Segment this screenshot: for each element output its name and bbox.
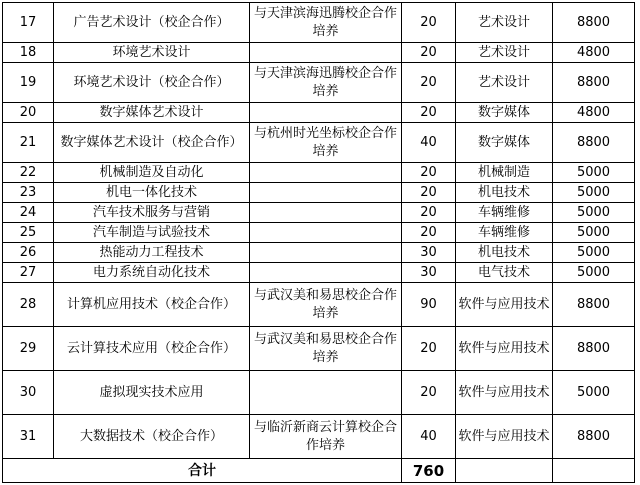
table-row [3,43,635,63]
category: 数字媒体 [456,123,553,163]
plan-count: 20 [402,203,456,223]
plan-count: 20 [402,163,456,183]
table-body [3,3,635,483]
major-name: 数字媒体艺术设计 [54,103,250,123]
total-plan: 760 [402,459,456,483]
cooperation-note: 与武汉美和易思校企合作培养 [250,327,402,371]
cooperation-note [250,103,402,123]
cooperation-note: 与临沂新商云计算校企合作培养 [250,415,402,459]
tuition-fee: 5000 [553,263,635,283]
total-empty-cell [553,459,635,483]
row-number: 28 [3,283,54,327]
cooperation-note: 与天津滨海迅腾校企合作培养 [250,3,402,43]
table-row [3,63,635,103]
tuition-fee: 5000 [553,223,635,243]
tuition-fee: 5000 [553,243,635,263]
plan-count: 20 [402,371,456,415]
major-name: 云计算技术应用（校企合作） [54,327,250,371]
tuition-fee: 8800 [553,283,635,327]
category: 软件与应用技术 [456,327,553,371]
table-row [3,163,635,183]
plan-count: 90 [402,283,456,327]
enrollment-plan-table [2,2,635,483]
tuition-fee: 8800 [553,415,635,459]
major-name: 计算机应用技术（校企合作） [54,283,250,327]
row-number: 21 [3,123,54,163]
major-name: 虚拟现实技术应用 [54,371,250,415]
row-number: 24 [3,203,54,223]
cooperation-note: 与天津滨海迅腾校企合作培养 [250,63,402,103]
plan-count: 40 [402,415,456,459]
cooperation-note [250,371,402,415]
plan-count: 20 [402,63,456,103]
tuition-fee: 4800 [553,103,635,123]
table-row [3,415,635,459]
tuition-fee: 5000 [553,371,635,415]
plan-count: 20 [402,183,456,203]
row-number: 18 [3,43,54,63]
cooperation-note [250,263,402,283]
total-row [3,459,635,483]
table-row [3,203,635,223]
total-label: 合计 [3,459,402,483]
row-number: 26 [3,243,54,263]
major-name: 环境艺术设计（校企合作） [54,63,250,103]
category: 艺术设计 [456,63,553,103]
category: 机械制造 [456,163,553,183]
tuition-fee: 5000 [553,203,635,223]
category: 机电技术 [456,183,553,203]
plan-count: 20 [402,103,456,123]
major-name: 电力系统自动化技术 [54,263,250,283]
category: 软件与应用技术 [456,283,553,327]
plan-count: 20 [402,3,456,43]
plan-count: 30 [402,263,456,283]
row-number: 30 [3,371,54,415]
plan-count: 20 [402,327,456,371]
table-row [3,327,635,371]
table-row [3,123,635,163]
tuition-fee: 5000 [553,183,635,203]
row-number: 31 [3,415,54,459]
major-name: 数字媒体艺术设计（校企合作） [54,123,250,163]
major-name: 环境艺术设计 [54,43,250,63]
plan-count: 20 [402,43,456,63]
row-number: 23 [3,183,54,203]
cooperation-note [250,183,402,203]
plan-count: 30 [402,243,456,263]
category: 电气技术 [456,263,553,283]
category: 艺术设计 [456,43,553,63]
cooperation-note [250,223,402,243]
plan-count: 40 [402,123,456,163]
tuition-fee: 5000 [553,163,635,183]
row-number: 19 [3,63,54,103]
plan-count: 20 [402,223,456,243]
category: 车辆维修 [456,203,553,223]
table-row [3,243,635,263]
row-number: 17 [3,3,54,43]
category: 车辆维修 [456,223,553,243]
category: 机电技术 [456,243,553,263]
row-number: 22 [3,163,54,183]
major-name: 广告艺术设计（校企合作） [54,3,250,43]
cooperation-note [250,43,402,63]
category: 软件与应用技术 [456,415,553,459]
cooperation-note: 与武汉美和易思校企合作培养 [250,283,402,327]
major-name: 机械制造及自动化 [54,163,250,183]
row-number: 29 [3,327,54,371]
major-name: 热能动力工程技术 [54,243,250,263]
category: 软件与应用技术 [456,371,553,415]
total-empty-cell [456,459,553,483]
row-number: 25 [3,223,54,243]
table-row [3,103,635,123]
cooperation-note [250,203,402,223]
cooperation-note [250,243,402,263]
table-row [3,183,635,203]
tuition-fee: 8800 [553,3,635,43]
tuition-fee: 8800 [553,63,635,103]
table-row [3,371,635,415]
major-name: 大数据技术（校企合作） [54,415,250,459]
tuition-fee: 8800 [553,123,635,163]
major-name: 汽车技术服务与营销 [54,203,250,223]
table-row [3,283,635,327]
row-number: 27 [3,263,54,283]
tuition-fee: 4800 [553,43,635,63]
row-number: 20 [3,103,54,123]
cooperation-note [250,163,402,183]
major-name: 机电一体化技术 [54,183,250,203]
category: 艺术设计 [456,3,553,43]
category: 数字媒体 [456,103,553,123]
table-row [3,223,635,243]
cooperation-note: 与杭州时光坐标校企合作培养 [250,123,402,163]
table-row [3,263,635,283]
table-row [3,3,635,43]
tuition-fee: 8800 [553,327,635,371]
major-name: 汽车制造与试验技术 [54,223,250,243]
